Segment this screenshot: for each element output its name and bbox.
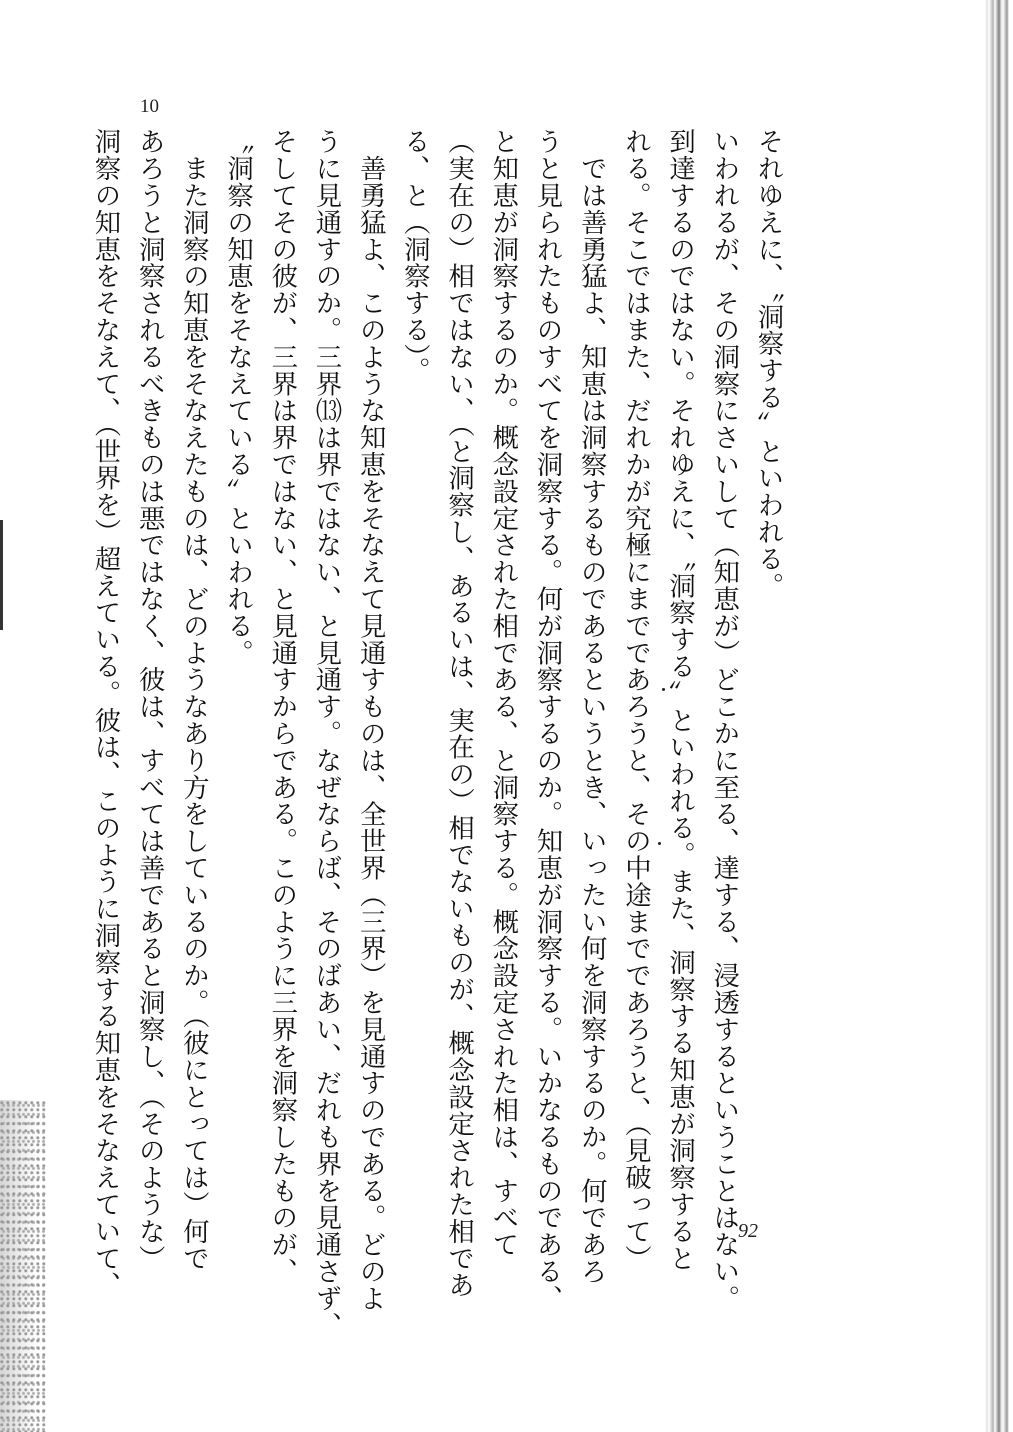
text-line: そしてその彼が、三界は界ではない、と見通すからである。このように三界を洞察したものが、 xyxy=(266,128,298,1285)
page-number-bottom: 92 xyxy=(738,1220,758,1242)
text-line: 〝洞察の知恵をそなえている〟といわれる。 xyxy=(222,128,254,666)
binding-edge-right xyxy=(971,0,1013,1432)
text-line: それゆえに、〝洞察する〟といわれる。 xyxy=(753,128,784,599)
text-line: あろうと洞察されるべきものは悪ではなく、彼は、すべては善であると洞察し、（そのような） xyxy=(134,128,166,1272)
text-line: いわれるが、その洞察にさいして（知恵が）どこかに至る、達する、浸透するということはない。 xyxy=(708,128,740,1312)
scan-edge-left xyxy=(0,1100,46,1432)
text-line: と知恵が洞察するのか。概念設定された相である、と洞察する。概念設定された相は、すべて xyxy=(487,128,519,1258)
text-line: （実在の）相ではない、（と洞察し、あるいは、実在の）相でないものが、概念設定された相であ xyxy=(443,128,475,1299)
text-line: うに見通すのか。三界⒀は界ではない、と見通す。なぜならば、そのばあい、だれも界を見通さず、 xyxy=(310,128,342,1339)
text-line: うと見られたものすべてを洞察する。何が洞察するのか。知恵が洞察する。いかなるものである、 xyxy=(531,128,563,1312)
text-line: れる。そこではまた、だれかが究極にまでであろうと、その中途までであろうと、（見破って） xyxy=(620,128,652,1272)
text-line: では善勇猛よ、知恵は洞察するものであるというとき、いったい何を洞察するのか。何であろ xyxy=(576,128,608,1285)
text-line: 到達するのではない。それゆえに、〝洞察する〟といわれる。また、洞察する知恵が洞察すると xyxy=(664,128,696,1272)
text-line: 洞察の知恵をそなえて、（世界を）超えている。彼は、このように洞察する知恵をそなえていて、 xyxy=(89,128,121,1299)
text-line: る、と（洞察する）。 xyxy=(399,128,431,384)
text-line: 善勇猛よ、このような知恵をそなえて見通すものは、全世界（三界）を見通すのである。どのよ xyxy=(355,128,387,1312)
page-number-side: 10 xyxy=(140,96,159,117)
scan-edge-mark xyxy=(0,520,3,630)
text-line: また洞察の知恵をそなえたものは、どのようなあり方をしているのか。（彼にとっては）何で xyxy=(178,128,210,1272)
